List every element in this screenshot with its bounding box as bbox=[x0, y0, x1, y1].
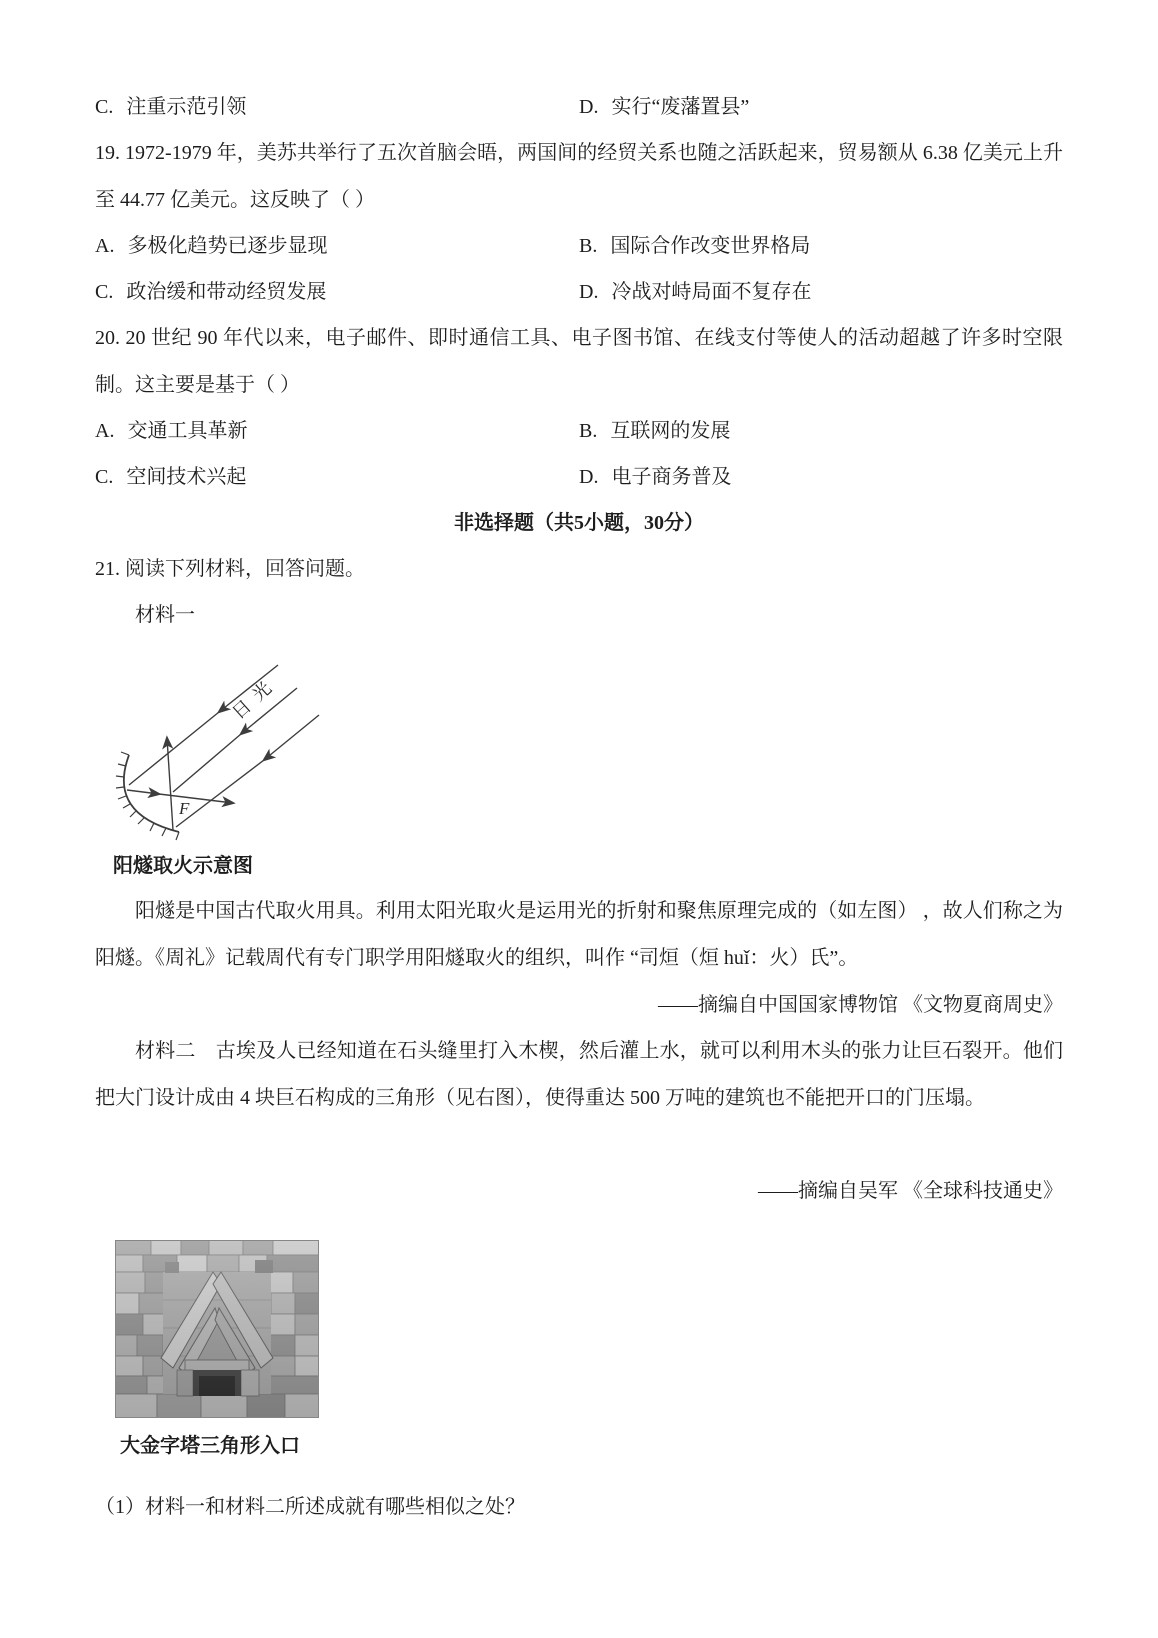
option-letter: C. bbox=[95, 96, 114, 118]
yangsui-diagram-caption: 阳燧取火示意图 bbox=[113, 855, 253, 877]
option-text: 电子商务普及 bbox=[611, 466, 732, 488]
question-20-option-b bbox=[579, 408, 1063, 454]
sunlight-label: 日光 bbox=[228, 671, 282, 723]
option-letter: A. bbox=[95, 235, 115, 257]
option-text: 空间技术兴起 bbox=[126, 466, 247, 488]
option-text: 注重示范引领 bbox=[126, 96, 247, 118]
option-letter: D. bbox=[579, 96, 599, 118]
question-18-options-row-cd bbox=[95, 84, 1063, 130]
question-19-option-b bbox=[579, 223, 1063, 269]
option-text: 互联网的发展 bbox=[610, 420, 731, 442]
option-text: 交通工具革新 bbox=[127, 420, 248, 442]
question-21-part-1: （1）材料一和材料二所述成就有哪些相似之处？ bbox=[95, 1496, 525, 1518]
question-20-stem: 20. 20 世纪 90 年代以来，电子邮件、即时通信工具、电子图书馆、在线支付等使人的活动超越了许多时空限制。这主要是基于（ ） bbox=[95, 327, 1063, 396]
yangsui-optics-diagram bbox=[101, 642, 351, 842]
option-text: 实行“废藩置县” bbox=[611, 96, 750, 118]
option-letter: A. bbox=[95, 420, 115, 442]
question-20-options-row-ab bbox=[95, 408, 1063, 454]
question-19-option-d bbox=[579, 269, 1063, 315]
focus-label: F bbox=[179, 799, 190, 818]
option-letter: C. bbox=[95, 466, 114, 488]
option-text: 冷战对峙局面不复存在 bbox=[611, 281, 812, 303]
option-letter: B. bbox=[579, 235, 598, 257]
question-20-option-a bbox=[95, 408, 579, 454]
question-20-option-d bbox=[579, 454, 1063, 500]
material-2-source: ——摘编自吴军 《全球科技通史》 bbox=[758, 1180, 1063, 1202]
pyramid-entrance-photo bbox=[115, 1240, 319, 1418]
option-letter: C. bbox=[95, 281, 114, 303]
material-1-source: ——摘编自中国国家博物馆 《文物夏商周史》 bbox=[658, 994, 1063, 1016]
question-21-intro: 21. 阅读下列材料，回答问题。 bbox=[95, 558, 365, 580]
question-18-option-c bbox=[95, 84, 579, 130]
question-19-option-a bbox=[95, 223, 579, 269]
option-text: 政治缓和带动经贸发展 bbox=[126, 281, 327, 303]
question-20-options-row-cd bbox=[95, 454, 1063, 500]
option-text: 国际合作改变世界格局 bbox=[610, 235, 811, 257]
option-text: 多极化趋势已逐步显现 bbox=[127, 235, 328, 257]
question-20-option-c bbox=[95, 454, 579, 500]
pyramid-photo-block bbox=[115, 1240, 1063, 1468]
question-19-options-row-ab bbox=[95, 223, 1063, 269]
option-letter: D. bbox=[579, 281, 599, 303]
question-19-option-c bbox=[95, 269, 579, 315]
question-18-option-d bbox=[579, 84, 1063, 130]
section-header-non-choice: 非选择题（共5小题，30分） bbox=[454, 512, 704, 534]
yangsui-diagram-block bbox=[101, 642, 1063, 888]
question-19-stem: 19. 1972-1979 年，美苏共举行了五次首脑会晤，两国间的经贸关系也随之活跃起来，贸易额从 6.38 亿美元上升至 44.77 亿美元。这反映了（ ） bbox=[95, 142, 1063, 211]
pyramid-photo-caption: 大金字塔三角形入口 bbox=[120, 1435, 300, 1457]
material-1-text: 阳燧是中国古代取火用具。利用太阳光取火是运用光的折射和聚焦原理完成的（如左图） ，故人们称之为阳燧。《周礼》记载周代有专门职学用阳燧取火的组织，叫作 “司烜（烜 huǐ：火）氏”。 bbox=[95, 900, 1063, 969]
material-1-label: 材料一 bbox=[135, 604, 195, 626]
question-19-options-row-cd bbox=[95, 269, 1063, 315]
material-2-text: 材料二 古埃及人已经知道在石头缝里打入木楔，然后灌上水，就可以利用木头的张力让巨石裂开。他们把大门设计成由 4 块巨石构成的三角形（见右图），使得重达 500 万吨的建筑也不能把开口的门压塌。 bbox=[95, 1040, 1063, 1109]
option-letter: B. bbox=[579, 420, 598, 442]
option-letter: D. bbox=[579, 466, 599, 488]
